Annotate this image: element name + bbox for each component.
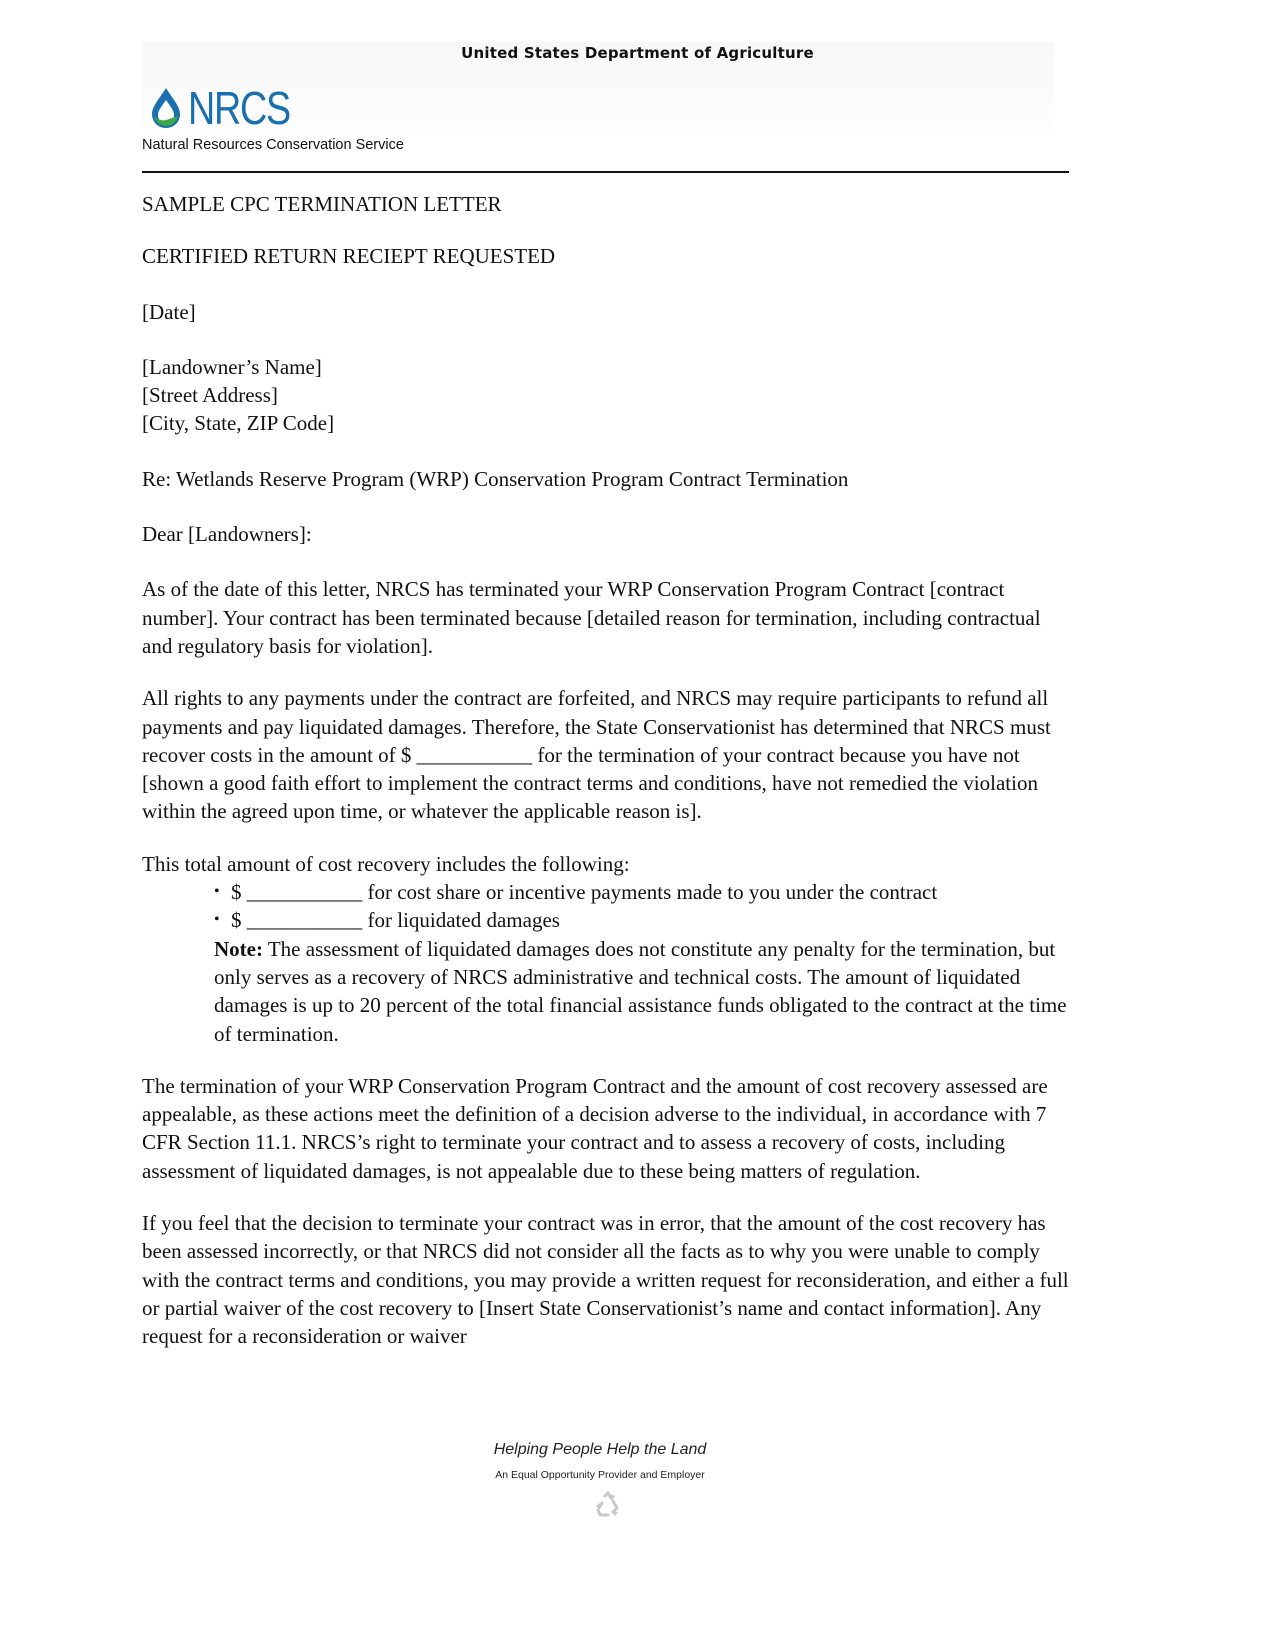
address-line: [City, State, ZIP Code] <box>142 411 335 436</box>
logo-wordmark: NRCS <box>188 82 290 134</box>
letter-body <box>142 190 1072 1351</box>
subject-line: Re: Wetlands Reserve Program (WRP) Conservation Program Contract Termination <box>142 466 849 491</box>
list-item: • $ ___________ for cost share or incentive payments made to you under the contract <box>214 878 1072 906</box>
list-item: • $ ___________ for liquidated damages <box>214 906 1072 934</box>
cost-recovery-list <box>142 878 1072 935</box>
address-line: [Landowner’s Name] <box>142 354 322 379</box>
department-name: United States Department of Agriculture <box>461 44 814 62</box>
water-drop-icon <box>146 86 186 130</box>
recipient-address <box>142 353 1072 438</box>
cost-recovery-intro: This total amount of cost recovery includes the following: <box>142 851 630 876</box>
note-text: The assessment of liquidated damages does not constitute any penalty for the termination, but only serves as a recovery of NRCS administrative and technical costs. The amount of liquidated damages is up to 20 percent of the total financial assistance funds obligated to the contract at the time of termination. <box>214 936 1067 1046</box>
footer-slogan: Helping People Help the Land <box>493 1441 707 1458</box>
address-line: [Street Address] <box>142 383 278 408</box>
paragraph-termination: As of the date of this letter, NRCS has terminated your WRP Conservation Program Contract [contract number]. Your contract has been terminated because [detailed reason for termination, including contractual and regulatory basis for violation]. <box>142 577 1041 658</box>
note-label: Note: <box>214 936 263 961</box>
header-divider <box>142 171 1069 173</box>
footer-eeo-statement: An Equal Opportunity Provider and Employer <box>495 1469 705 1481</box>
nrcs-logo <box>146 84 312 132</box>
agency-name: Natural Resources Conservation Service <box>142 137 404 153</box>
paragraph-forfeiture: All rights to any payments under the contract are forfeited, and NRCS may require participants to refund all payments and pay liquidated damages. Therefore, the State Conservationist has determined that NRCS must recover costs in the amount of $ ___________ for the termination of your contract because you have not [shown a good faith effort to implement the contract terms and conditions, have not remedied the violation within the agreed upon time, or whatever the applicable reason is]. <box>142 686 1051 824</box>
letter-title: SAMPLE CPC TERMINATION LETTER <box>142 192 502 216</box>
paragraph-reconsideration: If you feel that the decision to terminate your contract was in error, that the amount of the cost recovery has been assessed incorrectly, or that NRCS did not consider all the facts as to why you were unable to comply with the contract terms and conditions, you may provide a written request for reconsideration, and either a full or partial waiver of the cost recovery to [Insert State Conservationist’s name and contact information]. Any request for a reconsideration or waiver <box>142 1211 1069 1349</box>
paragraph-appeal: The termination of your WRP Conservation Program Contract and the amount of cost recovery assessed are appealable, as these actions meet the definition of a decision adverse to the individual, in accordance with 7 CFR Section 11.1. NRCS’s right to terminate your contract and to assess a recovery of costs, including assessment of liquidated damages, is not appealable due to these being matters of regulation. <box>142 1073 1048 1183</box>
delivery-method: CERTIFIED RETURN RECIEPT REQUESTED <box>142 244 556 269</box>
recycle-icon <box>593 1490 623 1520</box>
letter-date: [Date] <box>142 299 196 324</box>
liquidated-damages-note <box>142 935 1072 1048</box>
salutation: Dear [Landowners]: <box>142 522 312 547</box>
